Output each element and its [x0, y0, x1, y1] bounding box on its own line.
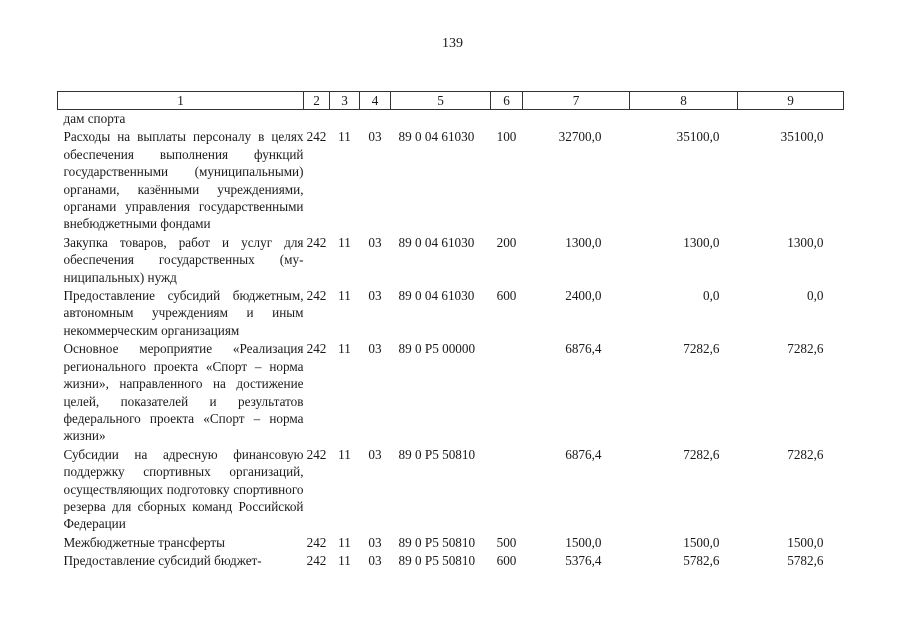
row-name: Предоставление субсидий бюджетным, автономным учреждениям и иным некоммерческим организациям [63, 288, 304, 338]
cell-amount-1: 2400,0 [565, 288, 602, 304]
cell-amount-1: 1500,0 [565, 534, 602, 550]
cell-section: 11 [338, 288, 351, 304]
column-header: 2 [304, 92, 330, 110]
cell-expense-type: 200 [496, 234, 517, 250]
column-header: 9 [738, 92, 844, 110]
cell-amount-3: 7282,6 [787, 341, 824, 357]
cell-expense-type [491, 110, 523, 129]
cell-subsection: 03 [368, 288, 382, 304]
cell-subsection: 03 [368, 553, 382, 569]
cell-expense-type: 600 [496, 553, 517, 569]
column-header: 6 [491, 92, 523, 110]
budget-table [57, 91, 844, 571]
table-row [58, 234, 844, 287]
cell-ministry [304, 110, 330, 129]
cell-subsection: 03 [368, 341, 382, 357]
cell-section: 11 [338, 234, 351, 250]
cell-target-code: 89 0 P5 00000 [398, 341, 476, 357]
cell-amount-3: 0,0 [807, 288, 824, 304]
row-name: Предоставление субсидий бюджет- [63, 553, 262, 569]
cell-amount-3: 1500,0 [787, 534, 824, 550]
cell-ministry: 242 [306, 446, 327, 462]
table-row [58, 128, 844, 233]
table-row [58, 340, 844, 445]
cell-section: 11 [338, 341, 351, 357]
cell-subsection: 03 [368, 446, 382, 462]
cell-expense-type: 100 [496, 129, 517, 145]
cell-amount-2: 1300,0 [683, 234, 720, 250]
cell-ministry: 242 [306, 129, 327, 145]
cell-amount-2: 5782,6 [683, 553, 720, 569]
cell-target-code: 89 0 04 61030 [398, 234, 475, 250]
cell-section: 11 [338, 534, 351, 550]
table-row [58, 552, 844, 570]
cell-amount-1: 5376,4 [565, 553, 602, 569]
cell-amount-1: 6876,4 [565, 446, 602, 462]
cell-target-code: 89 0 P5 50810 [398, 553, 476, 569]
table-row [58, 534, 844, 552]
row-name: Субсидии на адресную финансовую поддержку спортивных организаций, осуществляющих подготовку спортивного резерва для сборных команд Российской Федерации [63, 446, 304, 532]
column-header: 8 [630, 92, 738, 110]
cell-target-code: 89 0 04 61030 [398, 129, 475, 145]
cell-target-code [391, 110, 491, 129]
cell-amount-1: 32700,0 [558, 129, 602, 145]
cell-amount-2: 35100,0 [676, 129, 720, 145]
column-header: 1 [58, 92, 304, 110]
cell-section: 11 [338, 553, 351, 569]
row-name: Закупка товаров, работ и услуг для обеспечения государственных (муниципальных) нужд [63, 234, 304, 285]
cell-amount-2: 1500,0 [683, 534, 720, 550]
cell-amount-2: 7282,6 [683, 341, 720, 357]
cell-amount-3: 5782,6 [787, 553, 824, 569]
table-header-row [58, 92, 844, 110]
cell-ministry: 242 [306, 341, 327, 357]
cell-target-code: 89 0 P5 50810 [398, 446, 476, 462]
cell-expense-type: 500 [496, 534, 517, 550]
cell-section: 11 [338, 446, 351, 462]
cell-expense-type: 600 [496, 288, 517, 304]
cell-subsection: 03 [368, 534, 382, 550]
table-row [58, 110, 844, 129]
row-name: Межбюджетные трансферты [63, 534, 225, 550]
cell-target-code: 89 0 04 61030 [398, 288, 475, 304]
row-name: Расходы на выплаты персоналу в целях обеспечения выполнения функций государственными (муниципальными) органами, казёнными учреждениями, органами управления государственными внебюджетными фондами [63, 129, 304, 232]
cell-ministry: 242 [306, 534, 327, 550]
cell-expense-type [491, 340, 523, 445]
cell-amount-1: 6876,4 [565, 341, 602, 357]
cell-section: 11 [338, 129, 351, 145]
cell-subsection: 03 [368, 234, 382, 250]
cell-amount-1: 1300,0 [565, 234, 602, 250]
table-row [58, 287, 844, 340]
table-row [58, 446, 844, 534]
column-header: 3 [330, 92, 360, 110]
cell-ministry: 242 [306, 553, 327, 569]
cell-ministry: 242 [306, 288, 327, 304]
cell-amount-2 [630, 110, 738, 129]
cell-expense-type [491, 446, 523, 534]
column-header: 4 [360, 92, 391, 110]
column-header: 7 [523, 92, 630, 110]
cell-amount-3: 1300,0 [787, 234, 824, 250]
cell-subsection: 03 [368, 129, 382, 145]
cell-amount-1 [523, 110, 630, 129]
page-number: 139 [442, 36, 463, 51]
row-name: дам спорта [63, 111, 126, 126]
cell-ministry: 242 [306, 234, 327, 250]
cell-amount-3: 35100,0 [780, 129, 824, 145]
cell-target-code: 89 0 P5 50810 [398, 534, 476, 550]
cell-amount-2: 0,0 [703, 288, 720, 304]
cell-subsection [360, 110, 391, 129]
cell-amount-3: 7282,6 [787, 446, 824, 462]
row-name: Основное мероприятие «Реализация регионального проекта «Спорт – норма жизни», направленного на достижение целей, показателей и результатов федерального проекта «Спорт – норма жизни» [63, 341, 304, 444]
column-header: 5 [391, 92, 491, 110]
cell-section [330, 110, 360, 129]
cell-amount-2: 7282,6 [683, 446, 720, 462]
cell-amount-3 [738, 110, 844, 129]
